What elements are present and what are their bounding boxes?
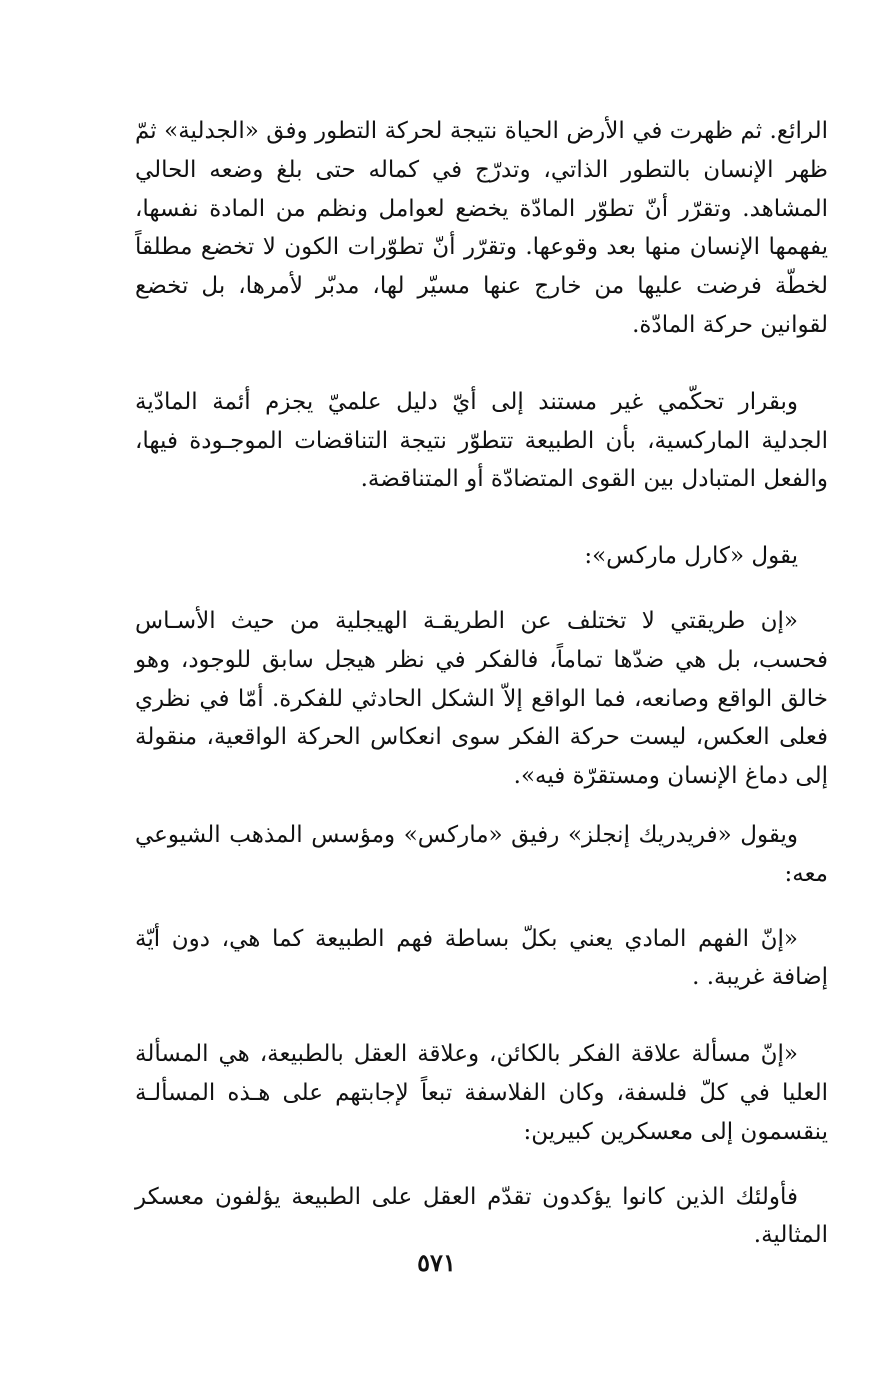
paragraph-7-engels-quote: «إنّ مسألة علاقة الفكر بالكائن، وعلاقة العقل بالطبيعة، هي المسألة العليا في كلّ فلسفة، وكان الفلاسفة تبعاً لإجابتهم على هـذه المسألـة ينقسمون إلى معسكرين كبيرين: xyxy=(135,1041,828,1145)
paragraph-3-quote-intro: يقول «كارل ماركس»: xyxy=(584,543,798,570)
paragraph-6-engels-quote: «إنّ الفهم المادي يعني بكلّ بساطة فهم الطبيعة كما هي، دون أيّة إضافة غريبة. . xyxy=(135,925,828,991)
paragraph-1: الرائع. ثم ظهرت في الأرض الحياة نتيجة لحركة التطور وفق «الجدلية» ثمّ ظهر الإنسان بالتطور الذاتي، وتدرّج في كماله حتى بلغ وضعه الحالي المشاهد. وتقرّر أنّ تطوّر المادّة يخضع لعوامل ونظم من المادة نفسها، يفهمها الإنسان منها بعد وقوعها. وتقرّر أنّ تطوّرات الكون لا تخضع مطلقاً لخطّة فرضت عليها من خارج عنها مسيّر لها، مدبّر لأمرها، بل تخضع لقوانين حركة المادّة. xyxy=(135,118,828,338)
page-number: ٥٧١ xyxy=(417,1248,456,1277)
paragraph-4-marx-quote: «إن طريقتي لا تختلف عن الطريقـة الهيجلية من حيث الأسـاس فحسب، بل هي ضدّها تماماً، فالفكر في نظر هيجل سابق للوجود، وهو خالق الواقع وصانعه، فما الواقع إلاّ الشكل الحادثي للفكرة. أمّا في نظري فعلى العكس، ليست حركة الفكر سوى انعكاس الحركة الواقعية، منقولة إلى دماغ الإنسان ومستقرّة فيه». xyxy=(135,607,828,790)
paragraph-5-engels-intro: ويقول «فريدريك إنجلز» رفيق «ماركس» ومؤسس المذهب الشيوعي معه: xyxy=(135,821,828,887)
page-body xyxy=(135,112,828,1255)
paragraph-2: وبقرار تحكّمي غير مستند إلى أيّ دليل علميّ يجزم أئمة المادّية الجدلية الماركسية، بأن الطبيعة تتطوّر نتيجة التناقضات الموجـودة فيها، والفعل المتبادل بين القوى المتضادّة أو المتناقضة. xyxy=(135,388,828,493)
paragraph-8: فأولئك الذين كانوا يؤكدون تقدّم العقل على الطبيعة يؤلفون معسكر المثالية. xyxy=(135,1183,828,1249)
